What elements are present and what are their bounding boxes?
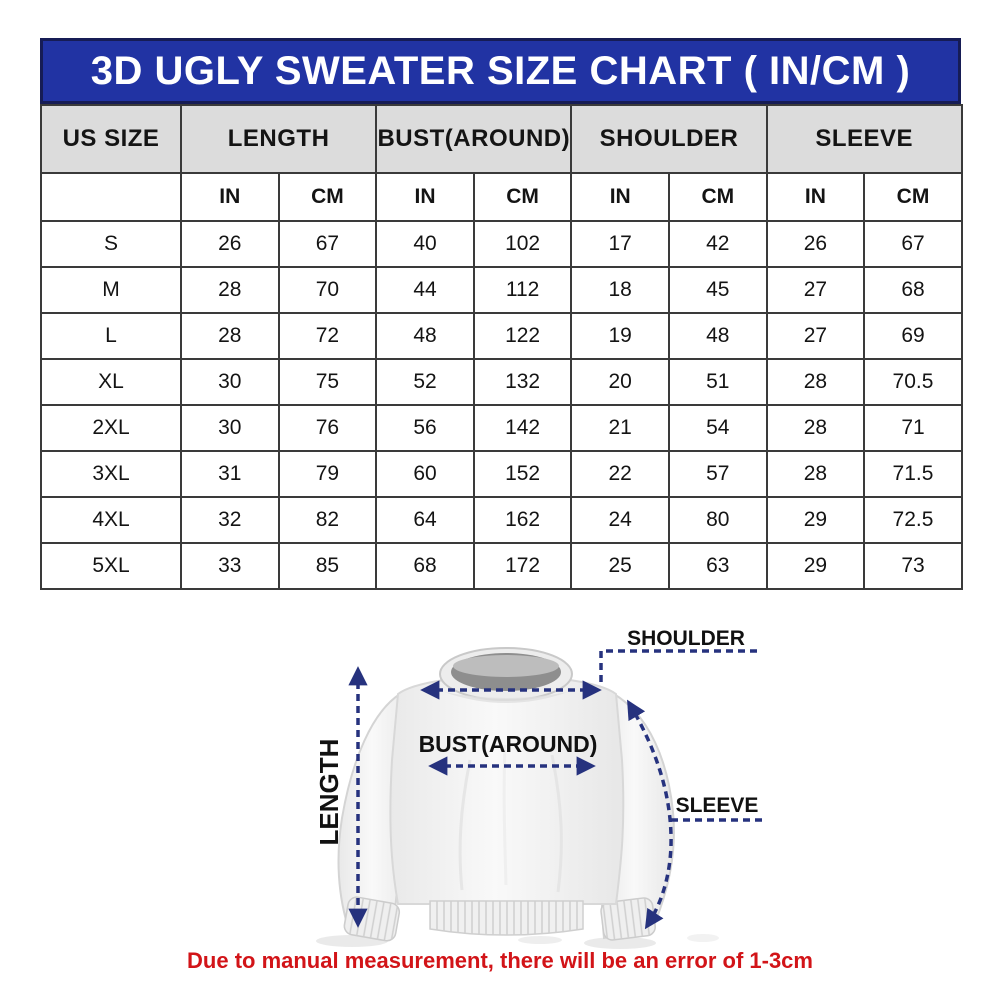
- size-cell: L: [41, 313, 181, 359]
- value-cell: 26: [767, 221, 865, 267]
- table-row-2xl: [41, 405, 962, 451]
- value-cell: 25: [571, 543, 669, 589]
- value-cell: 142: [474, 405, 572, 451]
- value-cell: 73: [864, 543, 962, 589]
- value-cell: 132: [474, 359, 572, 405]
- table-row-3xl: [41, 451, 962, 497]
- unit-header: CM: [864, 173, 962, 221]
- group-header-row: [41, 105, 962, 173]
- value-cell: 102: [474, 221, 572, 267]
- value-cell: 20: [571, 359, 669, 405]
- page-title: 3D UGLY SWEATER SIZE CHART ( IN/CM ): [90, 48, 911, 93]
- value-cell: 68: [376, 543, 474, 589]
- sleeve-label: SLEEVE: [675, 794, 759, 817]
- sweater-hem-rib: [430, 901, 583, 935]
- unit-header: CM: [669, 173, 767, 221]
- unit-header: IN: [571, 173, 669, 221]
- value-cell: 82: [279, 497, 377, 543]
- value-cell: 18: [571, 267, 669, 313]
- value-cell: 60: [376, 451, 474, 497]
- value-cell: 172: [474, 543, 572, 589]
- value-cell: 27: [767, 313, 865, 359]
- value-cell: 70.5: [864, 359, 962, 405]
- value-cell: 27: [767, 267, 865, 313]
- value-cell: 54: [669, 405, 767, 451]
- value-cell: 21: [571, 405, 669, 451]
- shoulder-label: SHOULDER: [627, 627, 745, 650]
- value-cell: 48: [376, 313, 474, 359]
- measurement-disclaimer: Due to manual measurement, there will be an error of 1-3cm: [187, 948, 813, 973]
- value-cell: 48: [669, 313, 767, 359]
- unit-header: IN: [181, 173, 279, 221]
- value-cell: 68: [864, 267, 962, 313]
- table-row-4xl: [41, 497, 962, 543]
- length-label: LENGTH: [314, 738, 344, 846]
- column-header-length: LENGTH: [181, 105, 376, 173]
- size-cell: 3XL: [41, 451, 181, 497]
- value-cell: 28: [767, 451, 865, 497]
- sweater-left-cuff: [343, 896, 401, 942]
- size-cell: 2XL: [41, 405, 181, 451]
- value-cell: 24: [571, 497, 669, 543]
- blank-cell: [41, 173, 181, 221]
- hem-shadow: [518, 936, 562, 944]
- column-header-shoulder: SHOULDER: [571, 105, 766, 173]
- size-chart-table: [40, 104, 963, 590]
- value-cell: 28: [767, 405, 865, 451]
- value-cell: 72.5: [864, 497, 962, 543]
- table-row-5xl: [41, 543, 962, 589]
- value-cell: 112: [474, 267, 572, 313]
- value-cell: 17: [571, 221, 669, 267]
- title-banner: [40, 38, 961, 104]
- value-cell: 57: [669, 451, 767, 497]
- value-cell: 22: [571, 451, 669, 497]
- value-cell: 152: [474, 451, 572, 497]
- value-cell: 32: [181, 497, 279, 543]
- value-cell: 76: [279, 405, 377, 451]
- value-cell: 44: [376, 267, 474, 313]
- value-cell: 29: [767, 543, 865, 589]
- measurement-diagram: [0, 610, 1000, 950]
- value-cell: 33: [181, 543, 279, 589]
- value-cell: 56: [376, 405, 474, 451]
- value-cell: 28: [181, 267, 279, 313]
- column-header-us-size: US SIZE: [41, 105, 181, 173]
- size-cell: 5XL: [41, 543, 181, 589]
- size-cell: 4XL: [41, 497, 181, 543]
- sweater-collar-back: [453, 655, 559, 677]
- value-cell: 71.5: [864, 451, 962, 497]
- column-header-bust: BUST(AROUND): [376, 105, 571, 173]
- value-cell: 69: [864, 313, 962, 359]
- value-cell: 67: [864, 221, 962, 267]
- table-row-s: [41, 221, 962, 267]
- value-cell: 64: [376, 497, 474, 543]
- column-header-sleeve: SLEEVE: [767, 105, 962, 173]
- value-cell: 80: [669, 497, 767, 543]
- value-cell: 45: [669, 267, 767, 313]
- value-cell: 30: [181, 405, 279, 451]
- value-cell: 71: [864, 405, 962, 451]
- size-cell: XL: [41, 359, 181, 405]
- value-cell: 31: [181, 451, 279, 497]
- value-cell: 75: [279, 359, 377, 405]
- unit-header: CM: [474, 173, 572, 221]
- value-cell: 85: [279, 543, 377, 589]
- value-cell: 28: [767, 359, 865, 405]
- size-cell: S: [41, 221, 181, 267]
- value-cell: 28: [181, 313, 279, 359]
- size-cell: M: [41, 267, 181, 313]
- unit-header: IN: [767, 173, 865, 221]
- value-cell: 162: [474, 497, 572, 543]
- table-row-m: [41, 267, 962, 313]
- value-cell: 29: [767, 497, 865, 543]
- value-cell: 72: [279, 313, 377, 359]
- table-row-xl: [41, 359, 962, 405]
- value-cell: 52: [376, 359, 474, 405]
- value-cell: 19: [571, 313, 669, 359]
- shoulder-callout-line: [601, 651, 757, 683]
- value-cell: 30: [181, 359, 279, 405]
- value-cell: 79: [279, 451, 377, 497]
- table-row-l: [41, 313, 962, 359]
- value-cell: 122: [474, 313, 572, 359]
- value-cell: 51: [669, 359, 767, 405]
- value-cell: 26: [181, 221, 279, 267]
- value-cell: 42: [669, 221, 767, 267]
- unit-header: CM: [279, 173, 377, 221]
- unit-header: IN: [376, 173, 474, 221]
- floor-smudge: [687, 934, 719, 942]
- value-cell: 40: [376, 221, 474, 267]
- unit-header-row: [41, 173, 962, 221]
- value-cell: 70: [279, 267, 377, 313]
- value-cell: 67: [279, 221, 377, 267]
- value-cell: 63: [669, 543, 767, 589]
- bust-label: BUST(AROUND): [418, 731, 598, 757]
